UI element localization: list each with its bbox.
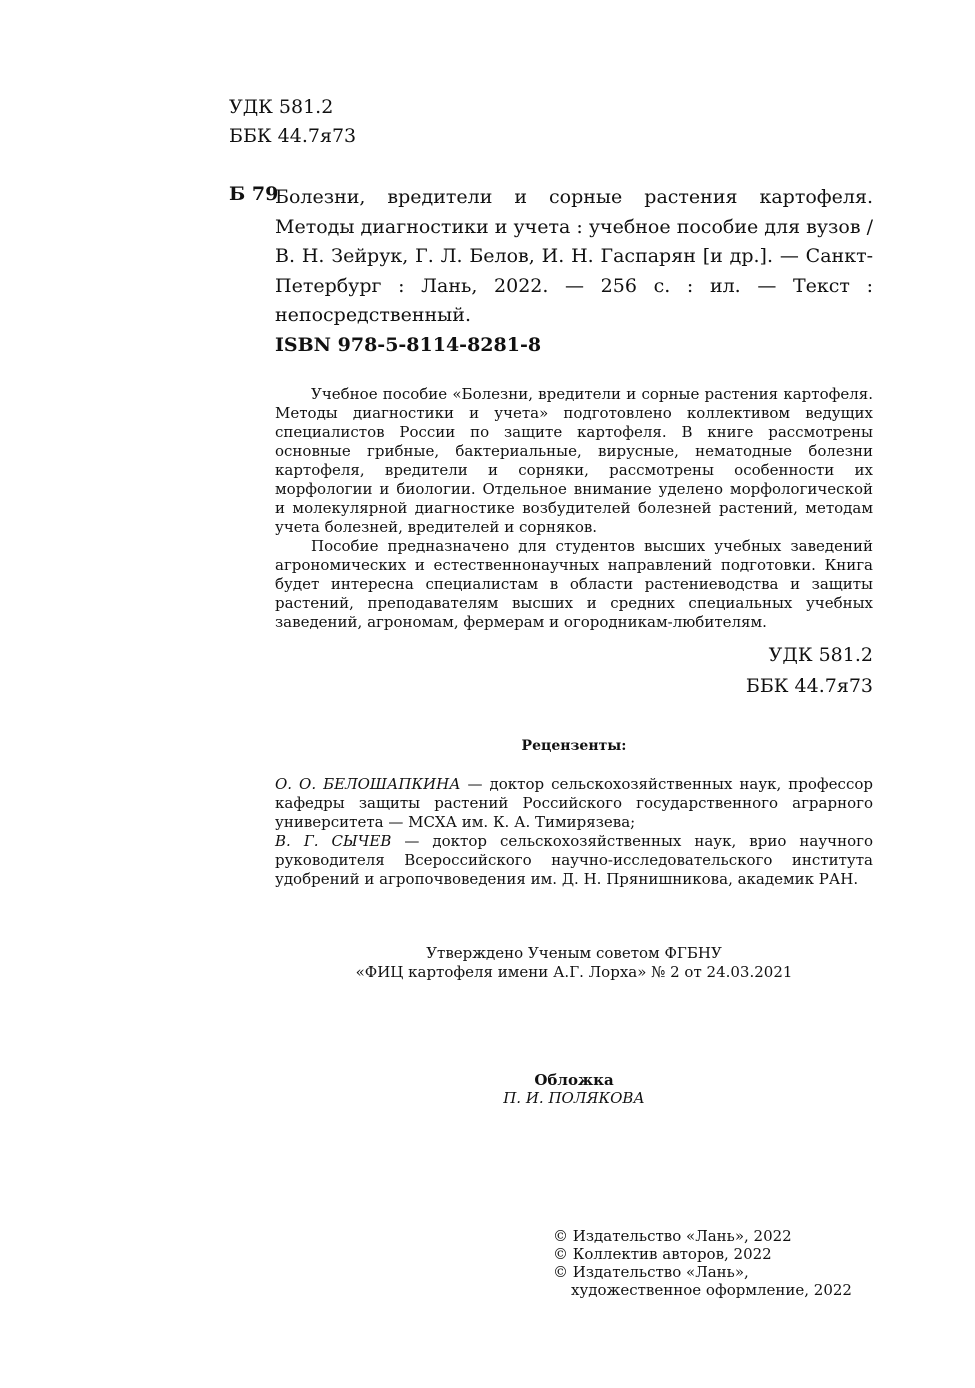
annotation [275,385,873,632]
udk-code-top: УДК 581.2 [229,96,334,118]
copyright-block [553,1227,852,1299]
copyright-line-3: © Издательство «Лань», [553,1263,749,1281]
classification-bottom [746,640,873,702]
reviewer-2-name: В. Г. СЫЧЕВ [275,832,392,850]
cover-credit [275,1071,873,1107]
approval-note [275,944,873,982]
copyright-line-4: художественное оформление, 2022 [571,1281,852,1299]
reviewer-2-text: — доктор сельскохозяйственных наук, врио научного руководителя Всероссийского научно-исследовательского института удобрений и агропочвоведения им. Д. Н. Прянишникова, академик РАН. [275,832,873,888]
author-code: Б 79 [229,183,279,205]
annotation-paragraph-1: Учебное пособие «Болезни, вредители и сорные растения картофеля. Методы диагностики и учета» подготовлено коллективом ведущих специалистов России по защите картофеля. В книге рассмотрены основные грибные, бактериальные, вирусные, нематодные болезни картофеля, вредители и сорняки, рассмотрены особенности их морфологии и биологии. Отдельное внимание уделено морфологической и молекулярной диагностике возбудителей болезней растений, методам учета болезней, вредителей и сорняков. [275,385,873,536]
approval-line-2: «ФИЦ картофеля имени А.Г. Лорха» № 2 от 24.03.2021 [355,963,793,981]
reviewer-1 [275,775,873,832]
bibliographic-record: Болезни, вредители и сорные растения картофеля. Методы диагностики и учета : учебное пособие для вузов / В. Н. Зейрук, Г. Л. Белов, И. Н. Гаспарян [и др.]. — Санкт-Петербург : Лань, 2022. — 256 с. : ил. — Текст : непосредственный. [275,186,873,326]
isbn: ISBN 978-5-8114-8281-8 [275,334,542,356]
approval-line-1: Утверждено Ученым советом ФГБНУ [426,944,722,962]
reviewers-title: Рецензенты: [521,738,627,754]
udk-code-bottom: УДК 581.2 [768,644,873,666]
reviewer-1-name: О. О. БЕЛОШАПКИНА [275,775,461,793]
cover-title: Обложка [534,1071,614,1089]
classification-top [229,93,356,151]
reviewers-list [275,775,873,889]
copyright-line-1: © Издательство «Лань», 2022 [553,1227,792,1245]
reviewer-2 [275,832,873,889]
cover-artist: П. И. ПОЛЯКОВА [503,1089,645,1107]
reviewer-1-text: — доктор сельскохозяйственных наук, профессор кафедры защиты растений Российского государственного аграрного университета — МСХА им. К. А. Тимирязева; [275,775,873,831]
bbk-code-top: ББК 44.7я73 [229,125,357,147]
copyright-line-2: © Коллектив авторов, 2022 [553,1245,772,1263]
bbk-code-bottom: ББК 44.7я73 [745,675,873,697]
annotation-paragraph-2: Пособие предназначено для студентов высших учебных заведений агрономических и естественнонаучных направлений подготовки. Книга будет интересна специалистам в области растениеводства и защиты растений, преподавателям высших и средних специальных учебных заведений, агрономам, фермерам и огородникам-любителям. [275,537,873,631]
